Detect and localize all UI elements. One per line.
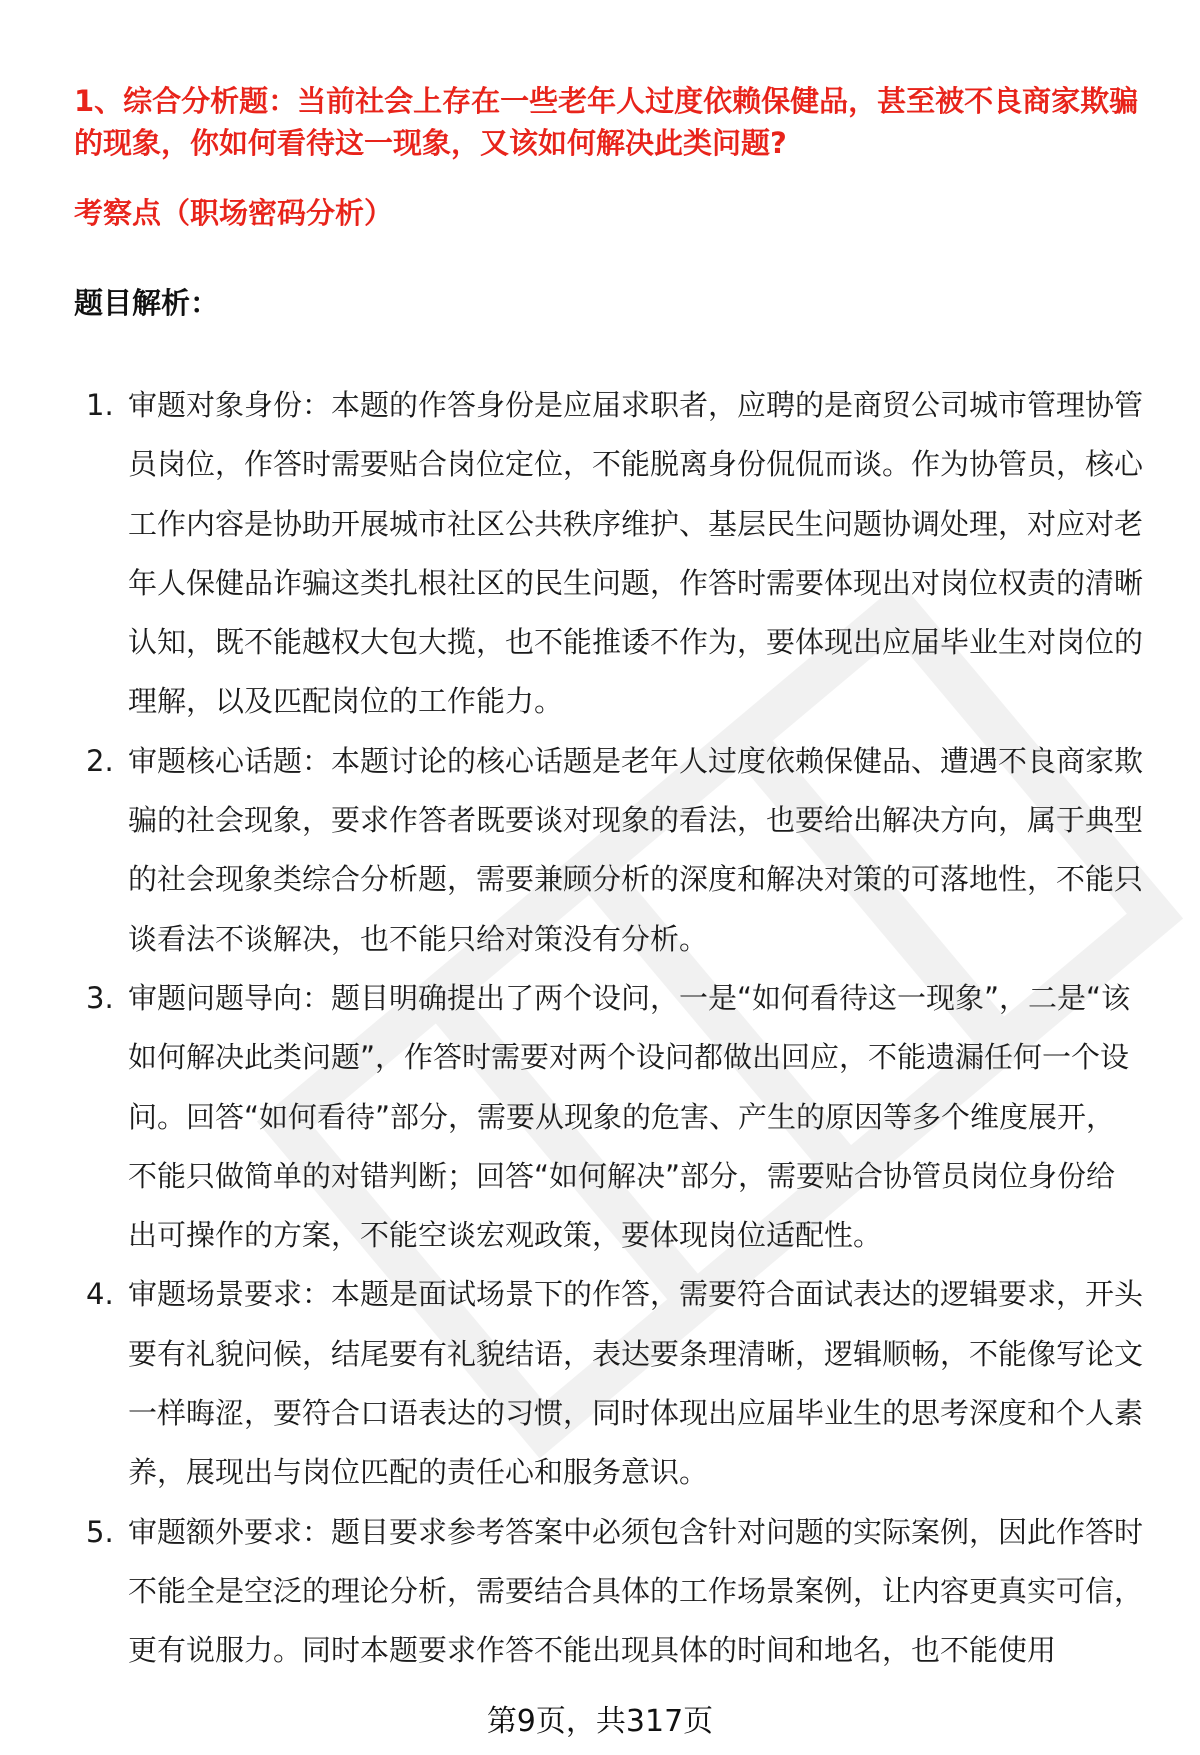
section-title: 题目解析： [74, 286, 220, 320]
list-item [74, 969, 1144, 1265]
list-item [74, 1503, 1144, 1681]
list-item-text: 审题额外要求：题目要求参考答案中必须包含针对问题的实际案例，因此作答时不能全是空泛的理论分析，需要结合具体的工作场景案例，让内容更真实可信，更有说服力。同时本题要求作答不能出现具体的时间和地名，也不能使用 [128, 1514, 1144, 1668]
exam-point-heading: 考察点（职场密码分析） [74, 196, 394, 230]
question-title: 1、综合分析题：当前社会上存在一些老年人过度依赖保健品，甚至被不良商家欺骗的现象，你如何看待这一现象，又该如何解决此类问题? [74, 84, 1139, 160]
list-item [74, 376, 1144, 732]
list-item-text: 审题场景要求：本题是面试场景下的作答，需要符合面试表达的逻辑要求，开头要有礼貌问候，结尾要有礼貌结语，表达要条理清晰，逻辑顺畅，不能像写论文一样晦涩，要符合口语表达的习惯，同时体现出应届毕业生的思考深度和个人素养，展现出与岗位匹配的责任心和服务意识。 [128, 1277, 1144, 1490]
page-number-footer: 第9页，共317页 [486, 1704, 714, 1739]
list-item-number: 5. [86, 1514, 114, 1549]
analysis-list [74, 376, 1144, 1681]
list-item-number: 2. [86, 743, 114, 778]
list-item [74, 732, 1144, 969]
list-item-text: 审题核心话题：本题讨论的核心话题是老年人过度依赖保健品、遭遇不良商家欺骗的社会现象，要求作答者既要谈对现象的看法，也要给出解决方向，属于典型的社会现象类综合分析题，需要兼顾分析的深度和解决对策的可落地性，不能只谈看法不谈解决，也不能只给对策没有分析。 [128, 743, 1144, 956]
list-item-text: 审题对象身份：本题的作答身份是应届求职者，应聘的是商贸公司城市管理协管员岗位，作答时需要贴合岗位定位，不能脱离身份侃侃而谈。作为协管员，核心工作内容是协助开展城市社区公共秩序维护、基层民生问题协调处理，对应对老年人保健品诈骗这类扎根社区的民生问题，作答时需要体现出对岗位权责的清晰认知，既不能越权大包大揽，也不能推诿不作为，要体现出应届毕业生对岗位的理解，以及匹配岗位的工作能力。 [128, 388, 1144, 719]
list-item-text: 审题问题导向：题目明确提出了两个设问，一是“如何看待这一现象”，二是“该如何解决此类问题”，作答时需要对两个设问都做出回应，不能遗漏任何一个设问。回答“如何看待”部分，需要从现象的危害、产生的原因等多个维度展开，不能只做简单的对错判断；回答“如何解决”部分，需要贴合协管员岗位身份给出可操作的方案，不能空谈宏观政策，要体现岗位适配性。 [128, 980, 1131, 1253]
list-item-number: 3. [86, 980, 114, 1015]
list-item-number: 1. [86, 388, 114, 422]
list-item [74, 1265, 1144, 1502]
list-item-number: 4. [86, 1277, 114, 1312]
